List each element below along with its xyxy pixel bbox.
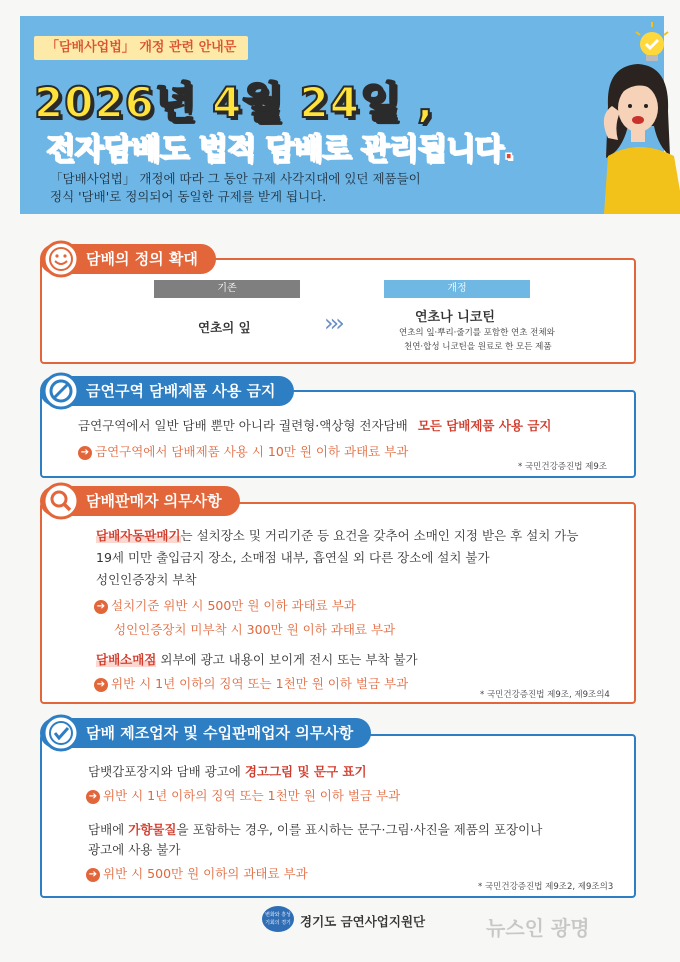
section4-line1-text: 담뱃갑포장지와 담배 광고에 xyxy=(88,764,245,779)
section3-penalty1 xyxy=(94,596,356,614)
section4-line1 xyxy=(88,762,367,780)
section2-line1-text: 금연구역에서 일반 담배 뿐만 아니라 궐련형·액상형 전자담배 xyxy=(78,418,408,433)
section2-penalty xyxy=(78,442,408,460)
section4-note: * 국민건강증진법 제9조2, 제9조의3 xyxy=(478,882,614,892)
section3-penalty2: 성인인증장치 미부착 시 300만 원 이하 과태료 부과 xyxy=(114,622,396,637)
arrow-right-icon: ➔ xyxy=(94,678,108,692)
section-seller-duties xyxy=(40,502,636,704)
section4-line3: 광고에 사용 불가 xyxy=(88,842,181,857)
section-manufacturer-duties xyxy=(40,734,636,898)
section3-line1 xyxy=(96,526,578,544)
section4-line2-pre: 담배에 xyxy=(88,822,129,837)
section3-line1-text: 는 설치장소 및 거리기준 등 요건을 갖추어 소매인 지정 받은 후 설치 가능 xyxy=(180,528,579,543)
header-banner xyxy=(20,16,664,214)
after-value: 연초나 니코틴 xyxy=(415,310,495,325)
section2-line1 xyxy=(78,416,552,434)
section4-line2-text: 을 포함하는 경우, 이를 표시하는 문구·그림·사진을 제품의 포장이나 xyxy=(176,822,543,837)
section4-line2-emph: 가향물질 xyxy=(128,822,177,837)
section1-title: 담배의 정의 확대 xyxy=(86,250,198,268)
after-label: 개정 xyxy=(384,280,530,298)
woman-illustration xyxy=(598,46,680,214)
section2-line1-emph: 모든 담배제품 사용 금지 xyxy=(417,418,552,433)
headline-date: 2026년 4월 24일 , xyxy=(34,78,435,127)
section3-penalty3 xyxy=(94,674,408,692)
after-detail-1: 연초의 잎·뿌리·줄기를 포함한 연초 전체와 xyxy=(399,328,555,338)
section3-line4-emph: 담배소매점 xyxy=(96,652,157,667)
section2-penalty-text: 금연구역에서 담배제품 사용 시 10만 원 이하 과태료 부과 xyxy=(95,444,409,459)
before-value: 연초의 잎 xyxy=(198,320,251,335)
arrow-right-icon: ➔ xyxy=(94,600,108,614)
prohibited-icon xyxy=(42,372,80,410)
section-title-manufacturer xyxy=(40,718,371,748)
section4-line2 xyxy=(88,820,542,838)
banner-description xyxy=(50,170,421,206)
section4-penalty1-text: 위반 시 1년 이하의 징역 또는 1천만 원 이하 벌금 부과 xyxy=(103,788,401,803)
banner-desc-line2: 정식 '담배'로 정의되어 동일한 규제를 받게 됩니다. xyxy=(50,189,327,204)
section3-line1-emph: 담배자동판매기 xyxy=(96,528,181,543)
section3-title: 담배판매자 의무사항 xyxy=(86,492,222,510)
section2-note: * 국민건강증진법 제9조 xyxy=(518,462,607,472)
logo-line1: 변화와 흥성 xyxy=(265,912,291,918)
footer-org: 경기도 금연사업지원단 xyxy=(300,914,426,929)
section3-penalty3-text: 위반 시 1년 이하의 징역 또는 1천만 원 이하 벌금 부과 xyxy=(111,676,409,691)
section4-penalty1 xyxy=(86,786,400,804)
logo-line2: 기회의 경기 xyxy=(265,920,291,926)
section3-note: * 국민건강증진법 제9조, 제9조의4 xyxy=(480,690,610,700)
section3-line3: 성인인증장치 부착 xyxy=(96,572,197,587)
headline-main: 전자담배도 법적 담배로 관리됩니다. xyxy=(46,132,514,167)
section4-line1-emph: 경고그림 및 문구 표기 xyxy=(244,764,367,779)
magnifier-icon xyxy=(42,482,80,520)
banner-desc-line1: 「담배사업법」 개정에 따라 그 동안 규제 사각지대에 있던 제품들이 xyxy=(50,171,421,186)
arrow-right-icon: ➔ xyxy=(86,790,100,804)
section3-line4 xyxy=(96,650,418,668)
section4-penalty2 xyxy=(86,864,308,882)
gyeonggi-logo xyxy=(262,906,294,932)
section3-line4-text: 외부에 광고 내용이 보이게 전시 또는 부착 불가 xyxy=(156,652,418,667)
watermark: 뉴스인 광명 xyxy=(486,916,590,940)
section3-line2: 19세 미만 출입금지 장소, 소매점 내부, 흡연실 외 다른 장소에 설치 불가 xyxy=(96,550,490,565)
notice-pill: 「담배사업법」 개정 관련 안내문 xyxy=(34,36,248,60)
arrow-right-icon: ➔ xyxy=(86,868,100,882)
arrow-right-icon: ➔ xyxy=(78,446,92,460)
section4-title: 담배 제조업자 및 수입판매업자 의무사항 xyxy=(86,724,354,742)
smile-icon xyxy=(42,240,80,278)
section2-title: 금연구역 담배제품 사용 금지 xyxy=(86,382,276,400)
section4-penalty2-text: 위반 시 500만 원 이하의 과태료 부과 xyxy=(103,866,308,881)
after-detail-2: 천연·합성 니코틴을 원료로 한 모든 제품 xyxy=(404,342,552,352)
before-label: 기존 xyxy=(154,280,300,298)
section3-penalty1-text: 설치기준 위반 시 500만 원 이하 과태료 부과 xyxy=(111,598,356,613)
checkmark-icon xyxy=(42,714,80,752)
arrow-chevrons: ››› xyxy=(324,309,341,337)
